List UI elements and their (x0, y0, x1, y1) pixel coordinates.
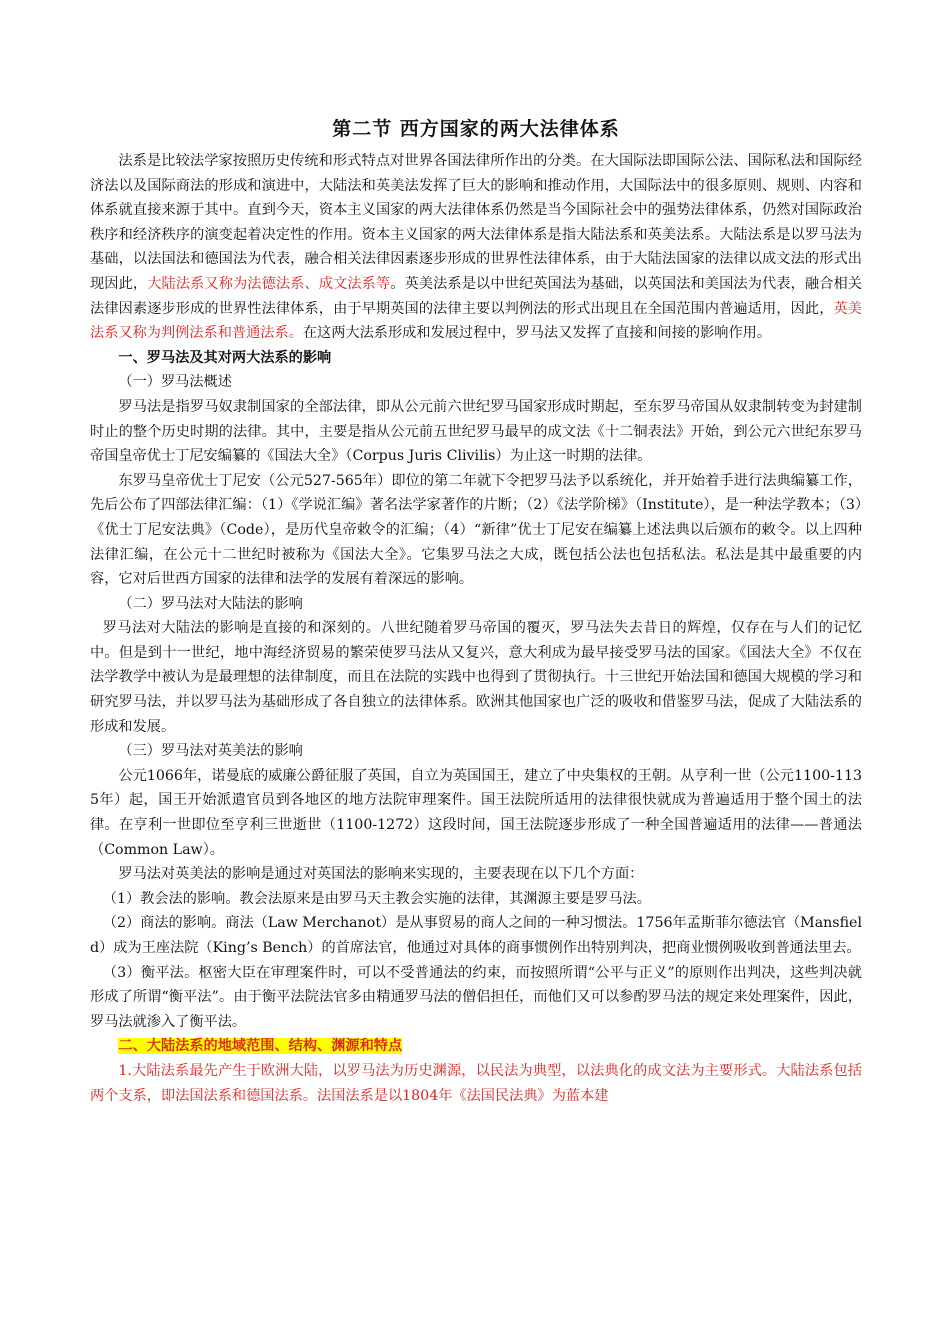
intro-paragraph (90, 149, 862, 346)
subsection-3-heading: （三）罗马法对英美法的影响 (118, 743, 303, 760)
equity-item: （3）衡平法。枢密大臣在审理案件时，可以不受普通法的约束，而按照所谓“公平与正义”的原则作出判决，这些判决就形成了所谓“衡平法”。由于衡平法院法官多由精通罗马法的僧侣担任，而他们又可以参酌罗马法的规定来处理案件，因此，罗马法就渗入了衡平法。 (90, 964, 862, 1030)
highlight-common-law-names: 英美法系又称为判例法系和普通法系。 (90, 300, 862, 342)
section-2-heading: 二、大陆法系的地域范围、结构、渊源和特点 (118, 1038, 403, 1055)
roman-law-overview-paragraph: 罗马法是指罗马奴隶制国家的全部法律，即从公元前六世纪罗马国家形成时期起，至东罗马帝国从奴隶制转变为封建制时止的整个历史时期的法律。其中，主要是指从公元前五世纪罗马最早的成文法《十二铜表法》开始，到公元六世纪东罗马帝国皇帝优士丁尼安编纂的《国法大全》（Corpus Juris Clivilis）为止这一时期的法律。 (90, 398, 862, 465)
intro-text-3: 在这两大法系形成和发展过程中，罗马法又发挥了直接和间接的影响作用。 (302, 325, 772, 342)
section-2-heading-line (90, 1034, 862, 1059)
norman-conquest-paragraph: 公元1066年，诺曼底的威廉公爵征服了英国，自立为英国国王，建立了中央集权的王朝。从亨利一世（公元1100-1135年）起，国王开始派遣官员到各地区的地方法院审理案件。国王法院所适用的法律很快就成为普遍适用于整个国土的法律。在亨利一世即位至亨利三世逝世（1100-1272）这段时间，国王法院逐步形成了一种全国普遍适用的法律——普通法（Common Law）。 (90, 767, 862, 858)
section-1-heading: 一、罗马法及其对两大法系的影响 (118, 349, 332, 366)
highlight-civil-law-names: 大陆法系又称为法德法系、成文法系等 (147, 275, 391, 292)
merchant-law-item: （2）商法的影响。商法（Law Merchanot）是从事贸易的商人之间的一种习惯法。1756年孟斯菲尔德法官（Mansfield）成为王座法院（King’s Bench）的首席法官，他通过对具体的商事惯例作出特别判决，把商业惯例吸收到普通法里去。 (90, 915, 862, 956)
justinian-codification-paragraph: 东罗马皇帝优士丁尼安（公元527-565年）即位的第二年就下令把罗马法予以系统化，并开始着手进行法典编纂工作，先后公布了四部法律汇编：（1）《学说汇编》著名法学家著作的片断；（2）《法学阶梯》（Institute），是一种法学教本；（3）《优士丁尼安法典》（Code），是历代皇帝敕令的汇编；（4）“新律”优士丁尼安在编纂上述法典以后颁布的敕令。以上四种法律汇编，在公元十二世纪时被称为《国法大全》。它集罗马法之大成，既包括公法也包括私法。私法是其中最重要的内容，它对后世西方国家的法律和法学的发展有着深远的影响。 (90, 472, 862, 588)
page-title: 第二节 西方国家的两大法律体系 (332, 118, 620, 140)
subsection-1-heading: （一）罗马法概述 (118, 374, 232, 391)
influence-intro-paragraph: 罗马法对英美法的影响是通过对英国法的影响来实现的，主要表现在以下几个方面： (118, 866, 644, 883)
document-page (90, 115, 862, 1108)
civil-law-scope-paragraph: 1.大陆法系最先产生于欧洲大陆，以罗马法为历史渊源，以民法为典型，以法典化的成文法为主要形式。大陆法系包括两个支系，即法国法系和德国法系。法国法系是以1804年《法国民法典》为蓝本建 (90, 1062, 862, 1104)
canon-law-item: （1）教会法的影响。教会法原来是由罗马天主教会实施的法律，其渊源主要是罗马法。 (102, 890, 651, 907)
intro-text-1: 法系是比较法学家按照历史传统和形式特点对世界各国法律所作出的分类。在大国际法即国际公法、国际私法和国际经济法以及国际商法的形成和演进中，大陆法和英美法发挥了巨大的影响和推动作用，大国际法中的很多原则、规则、内容和体系就直接来源于其中。直到今天，资本主义国家的两大法律体系仍然是当今国际社会中的强势法律体系，仍然对国际政治秩序和经济秩序的演变起着决定性的作用。资本主义国家的两大法律体系是指大陆法系和英美法系。大陆法系是以罗马法为基础，以法国法和德国法为代表，融合相关法律因素逐步形成的世界性法律体系，由于大陆法国家的法律以成文法的形式出现因此， (90, 153, 862, 292)
civil-law-influence-paragraph: 罗马法对大陆法的影响是直接的和深刻的。八世纪随着罗马帝国的覆灭，罗马法失去昔日的辉煌，仅存在与人们的记忆中。但是到十一世纪，地中海经济贸易的繁荣使罗马法从又复兴，意大利成为最早接受罗马法的国家。《国法大全》不仅在法学教学中被认为是最理想的法律制度，而且在法院的实践中也得到了贯彻执行。十三世纪开始法国和德国大规模的学习和研究罗马法，并以罗马法为基础形成了各自独立的法律体系。欧洲其他国家也广泛的吸收和借鉴罗马法，促成了大陆法系的形成和发展。 (90, 620, 862, 735)
subsection-2-heading: （二）罗马法对大陆法的影响 (118, 595, 303, 612)
intro-text-2: 。英美法系是以中世纪英国法为基础，以英国法和美国法为代表，融合相关法律因素逐步形成的世界性法律体系，由于早期英国的法律主要以判例法的形式出现且在全国范围内普遍适用，因此， (90, 275, 862, 317)
